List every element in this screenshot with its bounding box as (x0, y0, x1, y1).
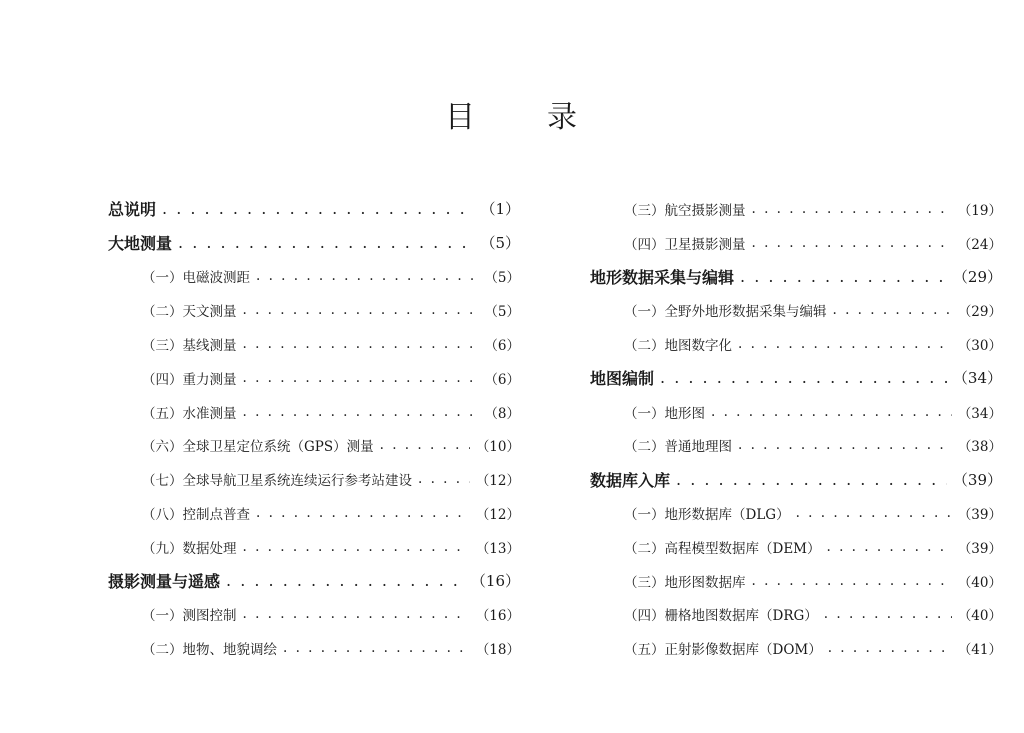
toc-entry-label: （五）水准测量 (142, 405, 237, 422)
toc-subsection-entry[interactable] (108, 293, 520, 327)
toc-subsection-entry[interactable] (590, 192, 1002, 226)
toc-leader-dots (243, 302, 475, 318)
toc-page-number: （1） (480, 200, 520, 219)
toc-leader-dots (226, 571, 465, 590)
toc-page-number: （8） (484, 405, 520, 422)
toc-subsection-entry[interactable] (108, 260, 520, 294)
toc-leader-dots (738, 437, 952, 453)
toc-page-number: （19） (957, 202, 1002, 219)
toc-entry-label: （一）全野外地形数据采集与编辑 (624, 304, 827, 321)
toc-entry-label: 总说明 (108, 200, 157, 220)
toc-entry-label: （一）地形数据库（DLG） (624, 507, 790, 524)
toc-leader-dots (738, 336, 952, 352)
toc-entry-label: 地形数据采集与编辑 (590, 267, 735, 287)
toc-subsection-entry[interactable] (590, 530, 1002, 564)
toc-page-number: （6） (484, 338, 520, 355)
toc-subsection-entry[interactable] (108, 429, 520, 463)
toc-leader-dots (162, 199, 474, 218)
toc-entry-label: （二）普通地理图 (624, 439, 732, 456)
toc-page-number: （34） (952, 369, 1002, 388)
toc-subsection-entry[interactable] (590, 395, 1002, 429)
toc-page-number: （5） (480, 234, 520, 253)
toc-page-number: （10） (475, 439, 520, 456)
toc-subsection-entry[interactable] (108, 395, 520, 429)
toc-leader-dots (243, 404, 475, 420)
toc-entry-label: （一）地形图 (624, 405, 705, 422)
toc-page-number: （34） (957, 405, 1002, 422)
toc-leader-dots (660, 368, 947, 387)
toc-entry-label: （一）测图控制 (142, 608, 237, 625)
toc-entry-label: （三）地形图数据库 (624, 574, 746, 591)
toc-leader-dots (243, 370, 475, 386)
toc-leader-dots (283, 640, 470, 656)
toc-leader-dots (752, 201, 952, 217)
toc-subsection-entry[interactable] (590, 598, 1002, 632)
toc-entry-label: 地图编制 (590, 369, 655, 389)
toc-entry-label: （三）航空摄影测量 (624, 202, 746, 219)
toc-page-number: （40） (957, 608, 1002, 625)
toc-page-number: （5） (484, 304, 520, 321)
toc-leader-dots (740, 267, 947, 286)
toc-leader-dots (418, 471, 470, 487)
toc-leader-dots (796, 505, 952, 521)
toc-entry-label: 大地测量 (108, 234, 173, 254)
toc-leader-dots (676, 470, 947, 489)
page-title (0, 92, 1024, 136)
toc-section-entry[interactable] (590, 260, 1002, 294)
toc-entry-label: （九）数据处理 (142, 540, 237, 557)
toc-section-entry[interactable] (108, 564, 520, 598)
toc-entry-label: （五）正射影像数据库（DOM） (624, 642, 822, 659)
toc-leader-dots (711, 404, 952, 420)
toc-entry-label: （二）高程模型数据库（DEM） (624, 540, 821, 557)
toc-leader-dots (752, 573, 952, 589)
toc-page-number: （6） (484, 371, 520, 388)
toc-leader-dots (752, 235, 952, 251)
toc-leader-dots (824, 606, 952, 622)
toc-leader-dots (243, 336, 475, 352)
toc-page-number: （39） (957, 540, 1002, 557)
toc-subsection-entry[interactable] (590, 293, 1002, 327)
toc-subsection-entry[interactable] (590, 496, 1002, 530)
toc-page-number: （12） (475, 507, 520, 524)
toc-leader-dots (178, 233, 474, 252)
toc-leader-dots (256, 505, 470, 521)
toc-leader-dots (827, 539, 952, 555)
toc-page-number: （18） (475, 642, 520, 659)
toc-page-number: （29） (952, 267, 1002, 286)
toc-entry-label: （六）全球卫星定位系统（GPS）测量 (142, 439, 374, 456)
toc-entry-label: （四）重力测量 (142, 371, 237, 388)
toc-page-number: （38） (957, 439, 1002, 456)
toc-entry-label: 摄影测量与遥感 (108, 572, 221, 592)
toc-entry-label: （八）控制点普查 (142, 507, 250, 524)
toc-leader-dots (828, 640, 952, 656)
toc-leader-dots (243, 606, 470, 622)
toc-entry-label: （二）地物、地貌调绘 (142, 642, 277, 659)
toc-subsection-entry[interactable] (108, 361, 520, 395)
toc-subsection-entry[interactable] (108, 598, 520, 632)
toc-page-number: （13） (475, 540, 520, 557)
toc-subsection-entry[interactable] (108, 631, 520, 665)
toc-page-number: （39） (952, 470, 1002, 489)
toc-section-entry[interactable] (108, 192, 520, 226)
toc-subsection-entry[interactable] (590, 564, 1002, 598)
toc-column-right (590, 192, 1002, 665)
toc-page-number: （24） (957, 236, 1002, 253)
toc-leader-dots (833, 302, 952, 318)
toc-leader-dots (256, 268, 474, 284)
toc-entry-label: （四）卫星摄影测量 (624, 236, 746, 253)
toc-leader-dots (243, 539, 470, 555)
toc-leader-dots (380, 437, 470, 453)
toc-entry-label: （三）基线测量 (142, 338, 237, 355)
toc-subsection-entry[interactable] (590, 429, 1002, 463)
toc-page-number: （29） (957, 304, 1002, 321)
toc-section-entry[interactable] (590, 361, 1002, 395)
toc-page-number: （30） (957, 338, 1002, 355)
toc-subsection-entry[interactable] (108, 462, 520, 496)
toc-subsection-entry[interactable] (108, 530, 520, 564)
toc-subsection-entry[interactable] (108, 496, 520, 530)
title-char-2: 录 (547, 100, 579, 135)
toc-section-entry[interactable] (108, 226, 520, 260)
toc-subsection-entry[interactable] (590, 226, 1002, 260)
toc-entry-label: （二）天文测量 (142, 304, 237, 321)
toc-entry-label: （一）电磁波测距 (142, 270, 250, 287)
toc-entry-label: 数据库入库 (590, 470, 671, 490)
toc-entry-label: （四）栅格地图数据库（DRG） (624, 608, 818, 625)
title-char-1: 目 (445, 100, 477, 135)
toc-subsection-entry[interactable] (108, 327, 520, 361)
toc-section-entry[interactable] (590, 462, 1002, 496)
toc-page-number: （39） (957, 507, 1002, 524)
toc-page-number: （41） (957, 642, 1002, 659)
toc-page-number: （16） (470, 572, 520, 591)
toc-column-left (108, 192, 520, 665)
toc-subsection-entry[interactable] (590, 631, 1002, 665)
toc-page-number: （5） (484, 270, 520, 287)
toc-entry-label: （七）全球导航卫星系统连续运行参考站建设 (142, 473, 412, 490)
toc-page-number: （12） (475, 473, 520, 490)
toc-page-number: （40） (957, 574, 1002, 591)
toc-subsection-entry[interactable] (590, 327, 1002, 361)
toc-page-number: （16） (475, 608, 520, 625)
toc-entry-label: （二）地图数字化 (624, 338, 732, 355)
